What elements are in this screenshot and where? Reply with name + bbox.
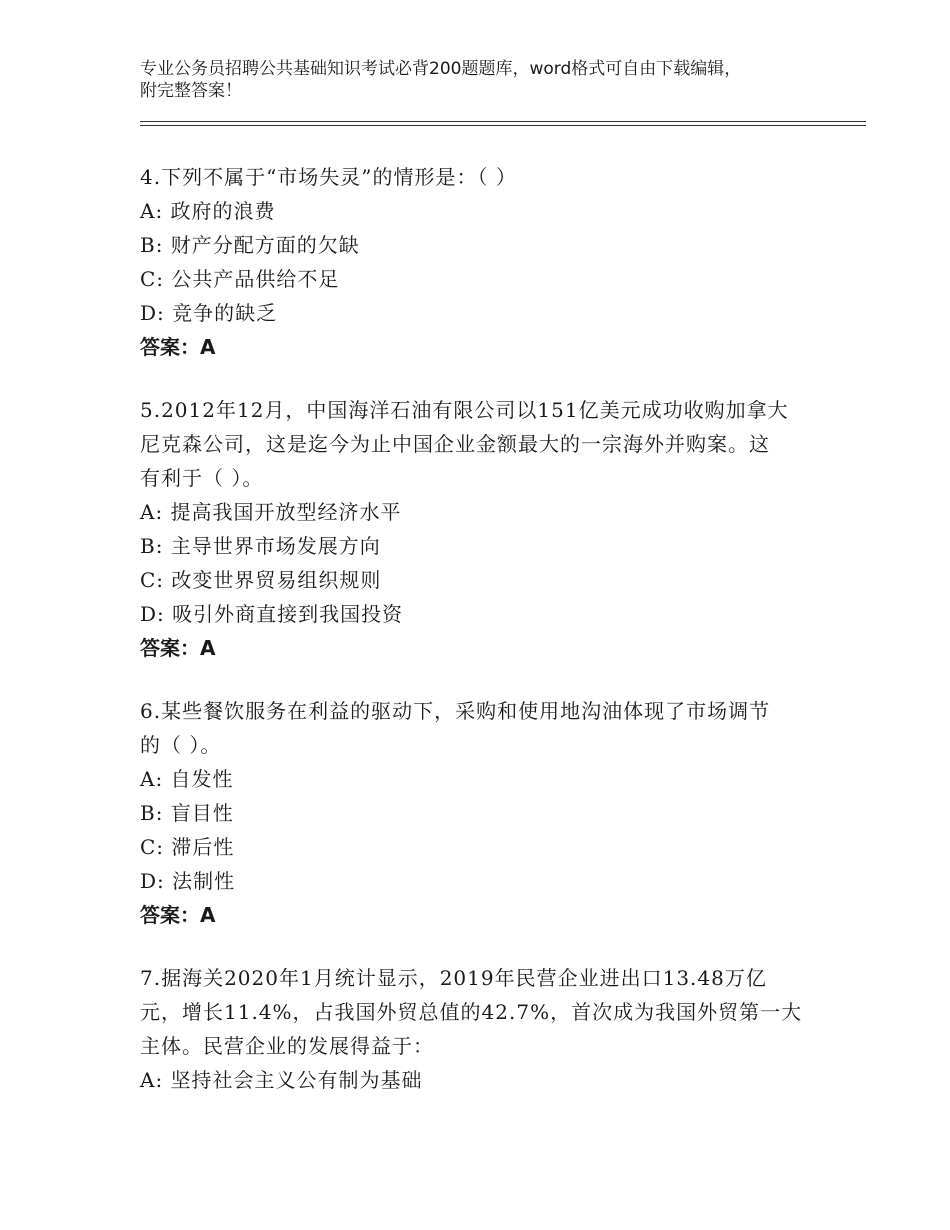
- question-stem: 7.据海关2020年1月统计显示，2019年民营企业进出口13.48万亿: [140, 966, 767, 990]
- option-b: B: 财产分配方面的欠缺: [140, 233, 360, 257]
- option-d: D: 竞争的缺乏: [140, 301, 278, 325]
- option-a: A: 坚持社会主义公有制为基础: [140, 1068, 423, 1092]
- header-divider-second: [140, 125, 866, 126]
- header-divider: [140, 121, 866, 122]
- question-5: [140, 393, 810, 665]
- header-line-1: 专业公务员招聘公共基础知识考试必背200题题库，word格式可自由下载编辑，: [140, 59, 742, 79]
- header-line-2: 附完整答案！: [140, 81, 242, 101]
- answer-label: 答案：A: [140, 335, 216, 359]
- option-b: B: 盲目性: [140, 801, 234, 825]
- option-a: A: 自发性: [140, 767, 234, 791]
- option-a: A: 提高我国开放型经济水平: [140, 500, 402, 524]
- question-stem: 5.2012年12月，中国海洋石油有限公司以151亿美元成功收购加拿大: [140, 398, 789, 422]
- question-list: [140, 160, 810, 1126]
- question-stem: 尼克森公司，这是迄今为止中国企业金额最大的一宗海外并购案。这: [140, 432, 770, 456]
- question-stem: 主体。民营企业的发展得益于：: [140, 1034, 434, 1058]
- option-c: C: 公共产品供给不足: [140, 267, 340, 291]
- answer-label: 答案：A: [140, 903, 216, 927]
- question-4: [140, 160, 810, 364]
- option-d: D: 法制性: [140, 869, 236, 893]
- question-stem: 4.下列不属于“市场失灵”的情形是：（ ）: [140, 165, 517, 189]
- question-7: [140, 961, 810, 1097]
- question-stem: 元，增长11.4%，占我国外贸总值的42.7%，首次成为我国外贸第一大: [140, 1000, 803, 1024]
- answer-label: 答案：A: [140, 636, 216, 660]
- document-header: [140, 58, 830, 102]
- option-b: B: 主导世界市场发展方向: [140, 534, 381, 558]
- question-6: [140, 694, 810, 932]
- option-d: D: 吸引外商直接到我国投资: [140, 602, 404, 626]
- question-stem: 有利于（ ）。: [140, 466, 264, 490]
- option-a: A: 政府的浪费: [140, 199, 276, 223]
- question-stem: 的（ ）。: [140, 733, 222, 757]
- question-stem: 6.某些餐饮服务在利益的驱动下，采购和使用地沟油体现了市场调节: [140, 699, 771, 723]
- option-c: C: 滞后性: [140, 835, 235, 859]
- option-c: C: 改变世界贸易组织规则: [140, 568, 382, 592]
